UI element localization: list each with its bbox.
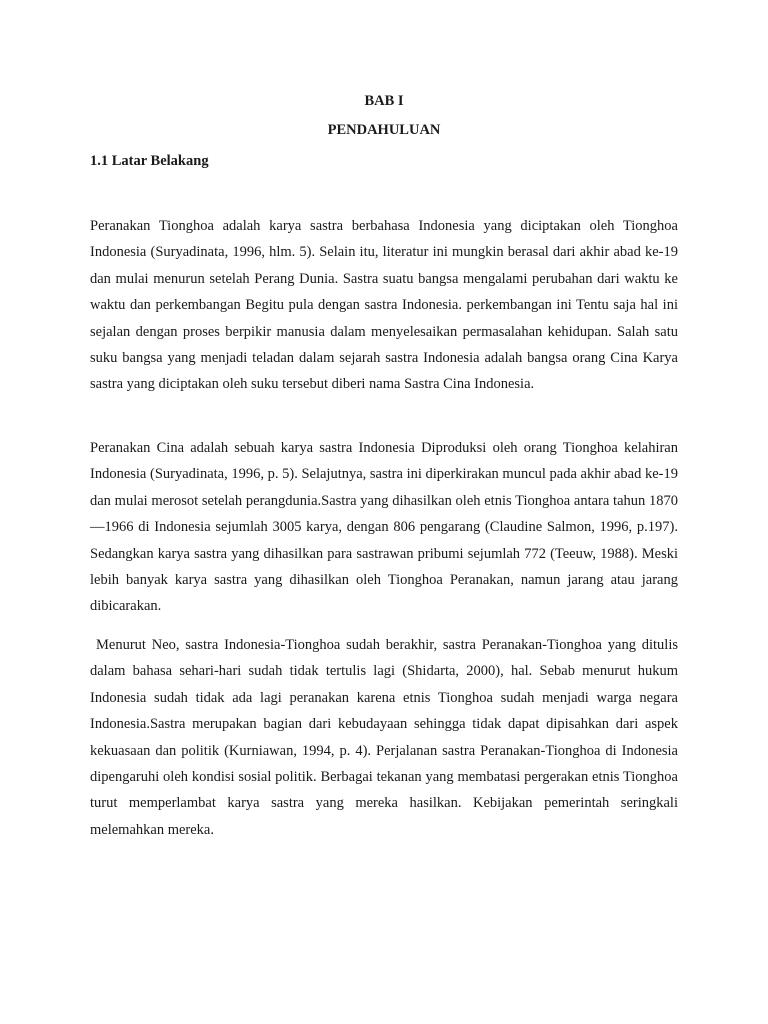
chapter-title: PENDAHULUAN — [327, 122, 441, 138]
body-paragraph-3: Menurut Neo, sastra Indonesia-Tionghoa sudah berakhir, sastra Peranakan-Tionghoa yang ditulis dalam bahasa sehari-hari sudah tidak tertulis lagi (Shidarta, 2000), hal. Sebab menurut hukum Indonesia sudah tidak ada lagi peranakan karena etnis Tionghoa sudah menjadi warga negara Indonesia.Sastra merupakan bagian dari kebudayaan sehingga tidak dapat dipisahkan dari aspek kekuasaan dan politik (Kurniawan, 1994, p. 4). Perjalanan sastra Peranakan-Tionghoa di Indonesia dipengaruhi oleh kondisi sosial politik. Berbagai tekanan yang membatasi pergerakan etnis Tionghoa turut memperlambat karya sastra yang mereka hasilkan. Kebijakan pemerintah seringkali melemahkan mereka. — [90, 637, 678, 838]
body-paragraph-2: Peranakan Cina adalah sebuah karya sastra Indonesia Diproduksi oleh orang Tionghoa kelahiran Indonesia (Suryadinata, 1996, p. 5). Selajutnya, sastra ini diperkirakan muncul pada akhir abad ke-19 dan mulai merosot setelah perangdunia.Sastra yang dihasilkan oleh etnis Tionghoa antara tahun 1870—1966 di Indonesia sejumlah 3005 karya, dengan 806 pengarang (Claudine Salmon, 1996, p.197). Sedangkan karya sastra yang dihasilkan para sastrawan pribumi sejumlah 772 (Teeuw, 1988). Meski lebih banyak karya sastra yang dihasilkan oleh Tionghoa Peranakan, namun jarang atau jarang dibicarakan. — [90, 440, 678, 615]
section-heading: 1.1 Latar Belakang — [90, 153, 209, 169]
body-paragraph-1: Peranakan Tionghoa adalah karya sastra berbahasa Indonesia yang diciptakan oleh Tionghoa Indonesia (Suryadinata, 1996, hlm. 5). Selain itu, literatur ini mungkin berasal dari akhir abad ke-19 dan mulai menurun setelah Perang Dunia. Sastra suatu bangsa mengalami perubahan dari waktu ke waktu dan perkembangan Begitu pula dengan sastra Indonesia. perkembangan ini Tentu saja hal ini sejalan dengan proses berpikir manusia dalam menyelesaikan permasalahan kehidupan. Salah satu suku bangsa yang menjadi teladan dalam sejarah sastra Indonesia adalah bangsa orang Cina Karya sastra yang diciptakan oleh suku tersebut diberi nama Sastra Cina Indonesia. — [90, 218, 678, 393]
chapter-number: BAB I — [364, 93, 404, 109]
